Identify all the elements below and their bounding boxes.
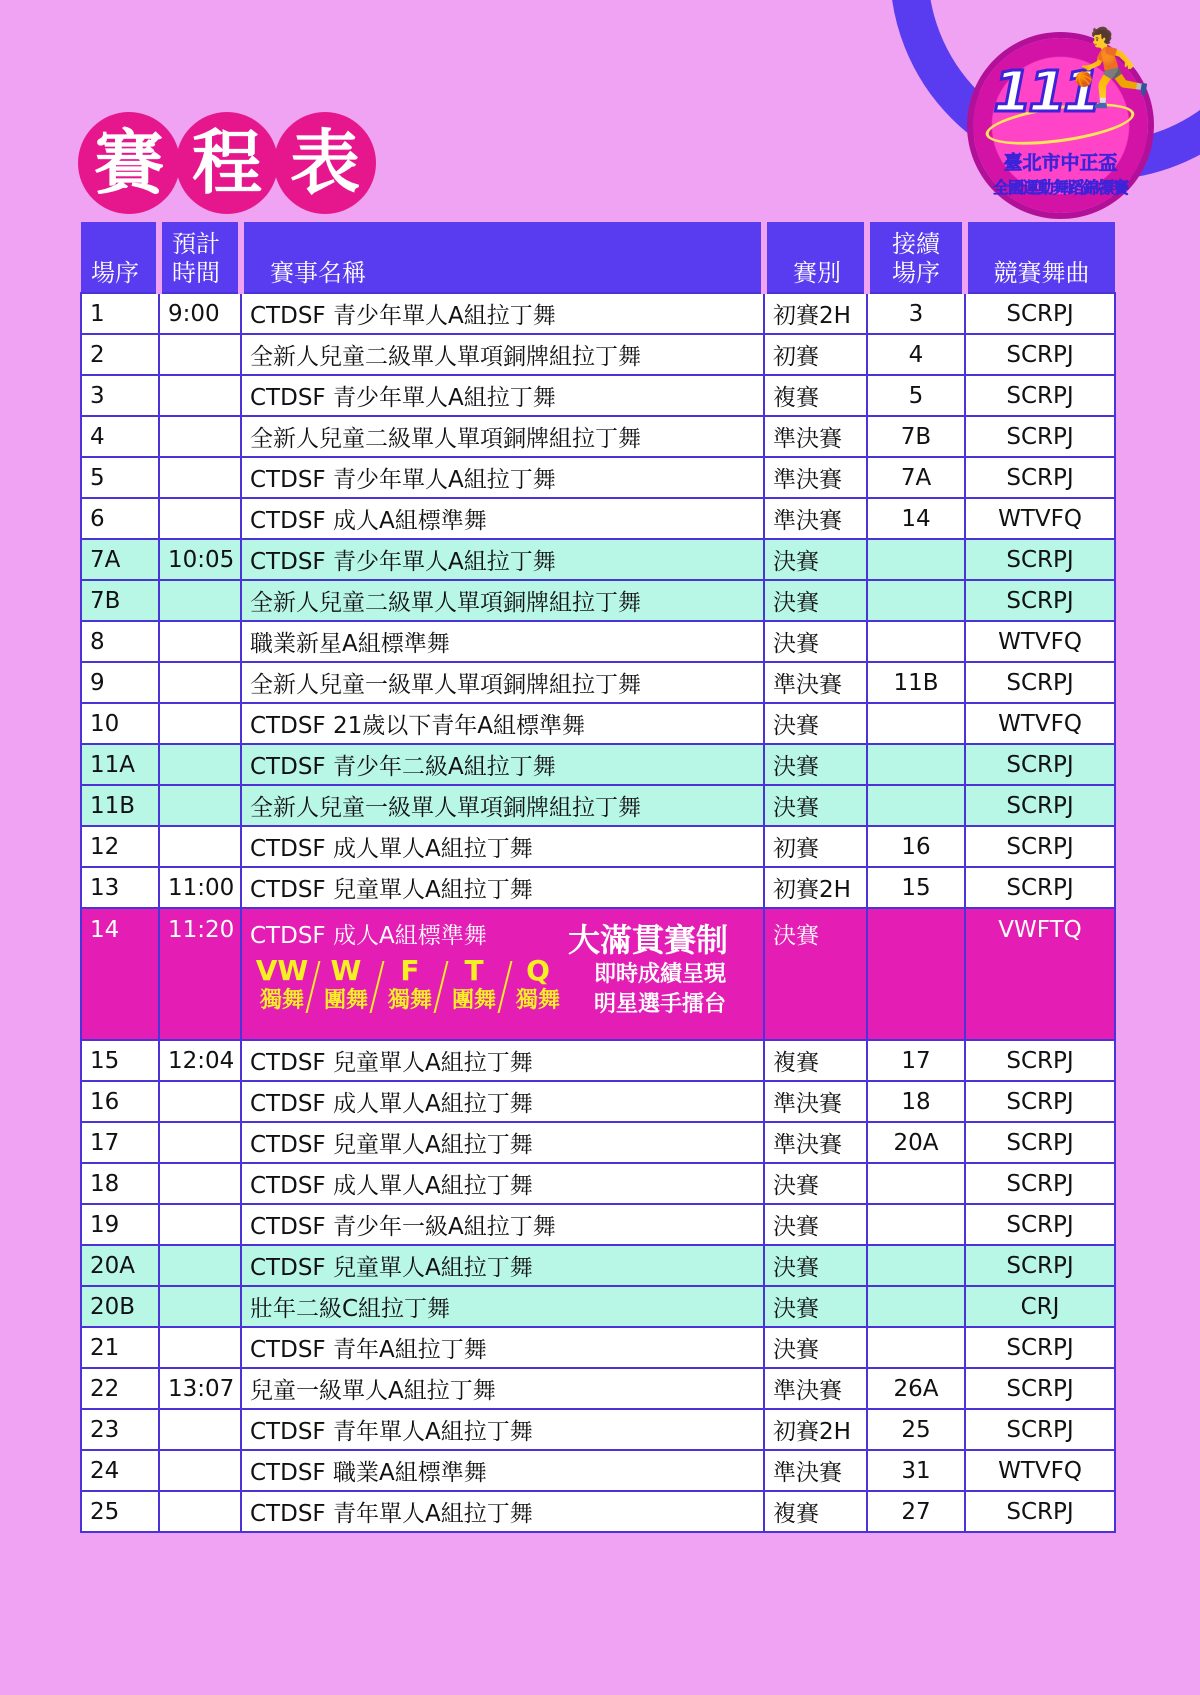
row-time bbox=[159, 1245, 241, 1286]
row-name: CTDSF 成人A組標準舞 bbox=[241, 498, 764, 539]
dance-item: VW 獨舞 bbox=[255, 954, 309, 1013]
row-order: 25 bbox=[81, 1491, 159, 1532]
row-round: 決賽 bbox=[764, 1327, 867, 1368]
row-name: 全新人兒童一級單人單項銅牌組拉丁舞 bbox=[241, 785, 764, 826]
header-next: 接續 場序 bbox=[867, 222, 965, 293]
row-next: 27 bbox=[867, 1491, 965, 1532]
row-order: 22 bbox=[81, 1368, 159, 1409]
row-time bbox=[159, 1450, 241, 1491]
row-time bbox=[159, 785, 241, 826]
row-music: VWFTQ bbox=[965, 908, 1115, 1040]
row-time bbox=[159, 1409, 241, 1450]
row-next: 26A bbox=[867, 1368, 965, 1409]
row-time bbox=[159, 1081, 241, 1122]
row-music: SCRPJ bbox=[965, 1163, 1115, 1204]
row-time bbox=[159, 1122, 241, 1163]
row-next: 31 bbox=[867, 1450, 965, 1491]
row-order: 11A bbox=[81, 744, 159, 785]
row-music: SCRPJ bbox=[965, 539, 1115, 580]
row-music: SCRPJ bbox=[965, 1491, 1115, 1532]
row-order: 7A bbox=[81, 539, 159, 580]
row-round: 初賽2H bbox=[764, 293, 867, 334]
row-time bbox=[159, 662, 241, 703]
logo-line2: 全國運動舞蹈錦標賽 bbox=[992, 178, 1128, 197]
grand-slam-line2: 明星選手擂台 bbox=[594, 992, 727, 1017]
row-music: WTVFQ bbox=[965, 703, 1115, 744]
row-time bbox=[159, 1327, 241, 1368]
table-row bbox=[81, 1163, 1115, 1204]
row-music: WTVFQ bbox=[965, 621, 1115, 662]
dance-item: W 團舞 bbox=[323, 954, 368, 1013]
row-next: 5 bbox=[867, 375, 965, 416]
row-time bbox=[159, 1163, 241, 1204]
row-music: SCRPJ bbox=[965, 375, 1115, 416]
row-music: SCRPJ bbox=[965, 334, 1115, 375]
row-music: CRJ bbox=[965, 1286, 1115, 1327]
row-round: 決賽 bbox=[764, 703, 867, 744]
row-next: 15 bbox=[867, 867, 965, 908]
row-order: 2 bbox=[81, 334, 159, 375]
row-music: SCRPJ bbox=[965, 1368, 1115, 1409]
row-round: 準決賽 bbox=[764, 662, 867, 703]
row-order: 5 bbox=[81, 457, 159, 498]
row-name: CTDSF 青少年單人A組拉丁舞 bbox=[241, 457, 764, 498]
row-next: 3 bbox=[867, 293, 965, 334]
table-row bbox=[81, 1368, 1115, 1409]
row-order: 17 bbox=[81, 1122, 159, 1163]
row-next: 7B bbox=[867, 416, 965, 457]
dance-item: F 獨舞 bbox=[387, 954, 432, 1013]
row-order: 15 bbox=[81, 1040, 159, 1081]
row-music: SCRPJ bbox=[965, 580, 1115, 621]
row-music: SCRPJ bbox=[965, 1409, 1115, 1450]
row-next bbox=[867, 621, 965, 662]
row-next: 4 bbox=[867, 334, 965, 375]
row-time bbox=[159, 416, 241, 457]
row-round: 準決賽 bbox=[764, 457, 867, 498]
feature-event-name: CTDSF 成人A組標準舞 bbox=[250, 923, 487, 949]
row-name: CTDSF 青年A組拉丁舞 bbox=[241, 1327, 764, 1368]
row-time: 11:00 bbox=[159, 867, 241, 908]
row-order: 14 bbox=[81, 908, 159, 1040]
row-order: 16 bbox=[81, 1081, 159, 1122]
row-round: 決賽 bbox=[764, 1163, 867, 1204]
table-row bbox=[81, 621, 1115, 662]
row-next bbox=[867, 744, 965, 785]
row-music: SCRPJ bbox=[965, 1327, 1115, 1368]
row-round: 準決賽 bbox=[764, 1368, 867, 1409]
row-round: 初賽 bbox=[764, 826, 867, 867]
row-time: 13:07 bbox=[159, 1368, 241, 1409]
row-round: 準決賽 bbox=[764, 416, 867, 457]
table-row bbox=[81, 785, 1115, 826]
row-round: 決賽 bbox=[764, 744, 867, 785]
row-order: 19 bbox=[81, 1204, 159, 1245]
row-time bbox=[159, 375, 241, 416]
row-name bbox=[241, 908, 764, 1040]
table-body bbox=[81, 293, 1115, 1532]
row-order: 21 bbox=[81, 1327, 159, 1368]
table-row bbox=[81, 744, 1115, 785]
table-row bbox=[81, 580, 1115, 621]
row-round: 決賽 bbox=[764, 908, 867, 1040]
row-round: 複賽 bbox=[764, 375, 867, 416]
dancer-icon: ⛹ bbox=[1065, 25, 1158, 111]
table-row bbox=[81, 334, 1115, 375]
row-round: 準決賽 bbox=[764, 498, 867, 539]
title-char: 表 bbox=[274, 112, 376, 214]
row-order: 4 bbox=[81, 416, 159, 457]
row-order: 1 bbox=[81, 293, 159, 334]
title-char: 程 bbox=[176, 112, 278, 214]
row-order: 10 bbox=[81, 703, 159, 744]
row-order: 7B bbox=[81, 580, 159, 621]
row-next bbox=[867, 785, 965, 826]
row-round: 決賽 bbox=[764, 785, 867, 826]
row-next: 17 bbox=[867, 1040, 965, 1081]
row-name: 全新人兒童二級單人單項銅牌組拉丁舞 bbox=[241, 416, 764, 457]
row-next: 18 bbox=[867, 1081, 965, 1122]
table-row bbox=[81, 1122, 1115, 1163]
row-music: SCRPJ bbox=[965, 457, 1115, 498]
row-name: CTDSF 青年單人A組拉丁舞 bbox=[241, 1491, 764, 1532]
row-round: 準決賽 bbox=[764, 1122, 867, 1163]
table-row bbox=[81, 662, 1115, 703]
row-round: 初賽 bbox=[764, 334, 867, 375]
row-order: 18 bbox=[81, 1163, 159, 1204]
row-order: 8 bbox=[81, 621, 159, 662]
row-music: SCRPJ bbox=[965, 416, 1115, 457]
row-order: 13 bbox=[81, 867, 159, 908]
dance-item: T 團舞 bbox=[451, 954, 496, 1013]
row-next bbox=[867, 539, 965, 580]
row-order: 23 bbox=[81, 1409, 159, 1450]
grand-slam-title: 大滿貫賽制 bbox=[568, 921, 729, 959]
row-music: SCRPJ bbox=[965, 1122, 1115, 1163]
row-time bbox=[159, 457, 241, 498]
row-round: 準決賽 bbox=[764, 1081, 867, 1122]
dance-item: Q 獨舞 bbox=[515, 954, 560, 1013]
row-music: SCRPJ bbox=[965, 744, 1115, 785]
row-name: 職業新星A組標準舞 bbox=[241, 621, 764, 662]
row-name: 全新人兒童二級單人單項銅牌組拉丁舞 bbox=[241, 334, 764, 375]
row-time bbox=[159, 1286, 241, 1327]
row-next: 7A bbox=[867, 457, 965, 498]
row-next bbox=[867, 1245, 965, 1286]
header-name: 賽事名稱 bbox=[241, 222, 764, 293]
row-name: 全新人兒童二級單人單項銅牌組拉丁舞 bbox=[241, 580, 764, 621]
row-round: 決賽 bbox=[764, 539, 867, 580]
logo-line1: 臺北市中正盃 bbox=[1003, 152, 1118, 174]
row-music: WTVFQ bbox=[965, 498, 1115, 539]
row-next bbox=[867, 1163, 965, 1204]
title-char: 賽 bbox=[78, 112, 180, 214]
row-name: CTDSF 兒童單人A組拉丁舞 bbox=[241, 1245, 764, 1286]
table-row bbox=[81, 1204, 1115, 1245]
row-round: 複賽 bbox=[764, 1491, 867, 1532]
row-time bbox=[159, 1491, 241, 1532]
row-name: CTDSF 兒童單人A組拉丁舞 bbox=[241, 867, 764, 908]
row-name: CTDSF 兒童單人A組拉丁舞 bbox=[241, 1122, 764, 1163]
row-next: 20A bbox=[867, 1122, 965, 1163]
table-row bbox=[81, 498, 1115, 539]
header-music: 競賽舞曲 bbox=[965, 222, 1115, 293]
row-next bbox=[867, 703, 965, 744]
row-music: SCRPJ bbox=[965, 1040, 1115, 1081]
row-time bbox=[159, 621, 241, 662]
table-row bbox=[81, 457, 1115, 498]
row-name: CTDSF 青少年單人A組拉丁舞 bbox=[241, 375, 764, 416]
table-row bbox=[81, 1450, 1115, 1491]
row-music: SCRPJ bbox=[965, 867, 1115, 908]
table-row bbox=[81, 703, 1115, 744]
row-music: SCRPJ bbox=[965, 1204, 1115, 1245]
row-music: SCRPJ bbox=[965, 1081, 1115, 1122]
row-round: 複賽 bbox=[764, 1040, 867, 1081]
table-row bbox=[81, 826, 1115, 867]
table-row bbox=[81, 293, 1115, 334]
row-name: CTDSF 成人單人A組拉丁舞 bbox=[241, 826, 764, 867]
row-round: 初賽2H bbox=[764, 867, 867, 908]
row-time: 10:05 bbox=[159, 539, 241, 580]
table-row bbox=[81, 1040, 1115, 1081]
row-name: CTDSF 青少年單人A組拉丁舞 bbox=[241, 539, 764, 580]
row-time bbox=[159, 703, 241, 744]
logo-number: 111 bbox=[993, 60, 1098, 125]
row-order: 20B bbox=[81, 1286, 159, 1327]
row-next: 11B bbox=[867, 662, 965, 703]
row-time bbox=[159, 744, 241, 785]
row-name: CTDSF 青年單人A組拉丁舞 bbox=[241, 1409, 764, 1450]
table-row bbox=[81, 375, 1115, 416]
row-name: CTDSF 成人單人A組拉丁舞 bbox=[241, 1081, 764, 1122]
table-header bbox=[81, 222, 1115, 293]
schedule-table bbox=[80, 222, 1116, 1533]
row-order: 20A bbox=[81, 1245, 159, 1286]
row-next: 14 bbox=[867, 498, 965, 539]
row-music: SCRPJ bbox=[965, 1245, 1115, 1286]
row-music: WTVFQ bbox=[965, 1450, 1115, 1491]
row-time bbox=[159, 1204, 241, 1245]
row-next bbox=[867, 580, 965, 621]
table-row bbox=[81, 908, 1115, 1040]
row-name: 兒童一級單人A組拉丁舞 bbox=[241, 1368, 764, 1409]
table-row bbox=[81, 1245, 1115, 1286]
row-order: 11B bbox=[81, 785, 159, 826]
event-logo bbox=[973, 25, 1158, 213]
header-round: 賽別 bbox=[764, 222, 867, 293]
header-time: 預計 時間 bbox=[159, 222, 241, 293]
row-music: SCRPJ bbox=[965, 826, 1115, 867]
row-round: 準決賽 bbox=[764, 1450, 867, 1491]
row-name: CTDSF 青少年一級A組拉丁舞 bbox=[241, 1204, 764, 1245]
table-row bbox=[81, 539, 1115, 580]
row-time bbox=[159, 580, 241, 621]
row-name: 全新人兒童一級單人單項銅牌組拉丁舞 bbox=[241, 662, 764, 703]
row-round: 決賽 bbox=[764, 1245, 867, 1286]
row-time: 11:20 bbox=[159, 908, 241, 1040]
row-next: 16 bbox=[867, 826, 965, 867]
row-time: 9:00 bbox=[159, 293, 241, 334]
table-row bbox=[81, 1286, 1115, 1327]
row-next bbox=[867, 1286, 965, 1327]
row-name: CTDSF 職業A組標準舞 bbox=[241, 1450, 764, 1491]
row-order: 3 bbox=[81, 375, 159, 416]
row-time bbox=[159, 498, 241, 539]
row-round: 決賽 bbox=[764, 1204, 867, 1245]
row-next: 25 bbox=[867, 1409, 965, 1450]
row-time bbox=[159, 826, 241, 867]
row-next bbox=[867, 1204, 965, 1245]
table-row bbox=[81, 1409, 1115, 1450]
row-name: CTDSF 21歲以下青年A組標準舞 bbox=[241, 703, 764, 744]
row-name: CTDSF 兒童單人A組拉丁舞 bbox=[241, 1040, 764, 1081]
row-round: 決賽 bbox=[764, 580, 867, 621]
table-row bbox=[81, 1491, 1115, 1532]
row-next bbox=[867, 908, 965, 1040]
row-order: 9 bbox=[81, 662, 159, 703]
table-row bbox=[81, 867, 1115, 908]
row-round: 初賽2H bbox=[764, 1409, 867, 1450]
row-time bbox=[159, 334, 241, 375]
row-name: 壯年二級C組拉丁舞 bbox=[241, 1286, 764, 1327]
row-name: CTDSF 成人單人A組拉丁舞 bbox=[241, 1163, 764, 1204]
row-next bbox=[867, 1327, 965, 1368]
row-order: 6 bbox=[81, 498, 159, 539]
header-order: 場序 bbox=[81, 222, 159, 293]
table-row bbox=[81, 1081, 1115, 1122]
row-name: CTDSF 青少年二級A組拉丁舞 bbox=[241, 744, 764, 785]
row-order: 12 bbox=[81, 826, 159, 867]
row-order: 24 bbox=[81, 1450, 159, 1491]
row-music: SCRPJ bbox=[965, 662, 1115, 703]
row-round: 決賽 bbox=[764, 621, 867, 662]
table-row bbox=[81, 416, 1115, 457]
row-time: 12:04 bbox=[159, 1040, 241, 1081]
row-music: SCRPJ bbox=[965, 785, 1115, 826]
row-music: SCRPJ bbox=[965, 293, 1115, 334]
row-round: 決賽 bbox=[764, 1286, 867, 1327]
row-name: CTDSF 青少年單人A組拉丁舞 bbox=[241, 293, 764, 334]
grand-slam-line1: 即時成績呈現 bbox=[594, 962, 727, 987]
table-row bbox=[81, 1327, 1115, 1368]
